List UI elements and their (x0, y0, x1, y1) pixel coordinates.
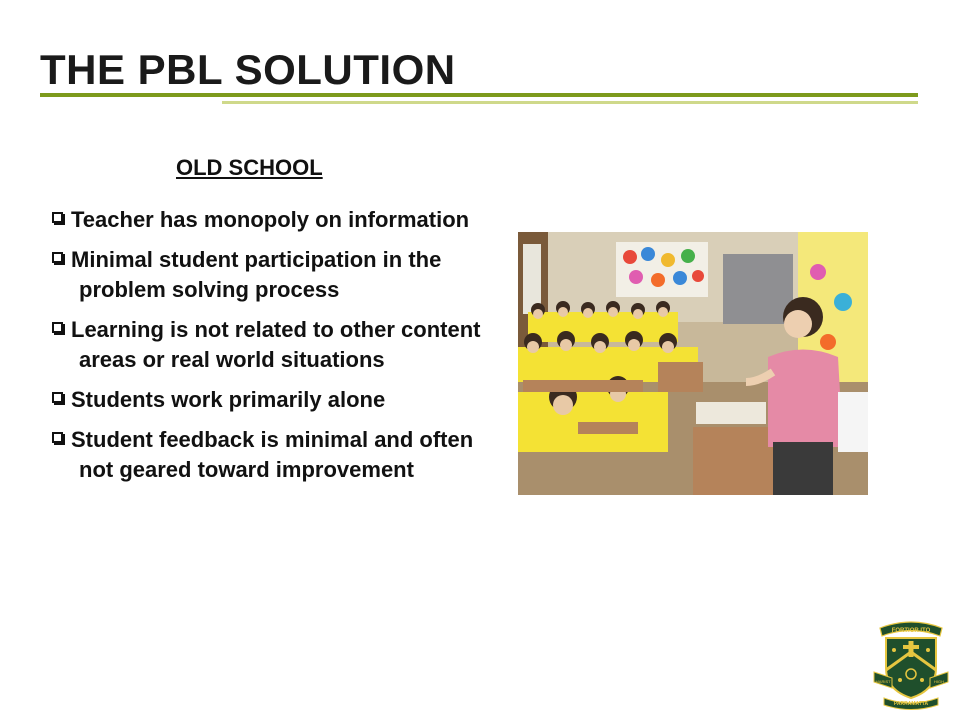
classroom-photo (518, 232, 868, 495)
bullet-text: Students work primarily alone (71, 387, 386, 412)
checkbox-bullet-icon (52, 432, 63, 443)
bullet-text: Teacher has monopoly on information (71, 207, 470, 232)
bullet-list (50, 205, 490, 495)
checkbox-bullet-icon (52, 212, 63, 223)
bullet-item (50, 205, 490, 235)
section-heading: OLD SCHOOL (176, 155, 323, 180)
svg-text:PARRAMATTA: PARRAMATTA (893, 701, 929, 707)
bullet-item (50, 425, 490, 485)
slide-title: THE PBL SOLUTION (40, 46, 456, 93)
svg-text:HIGH: HIGH (934, 679, 944, 684)
school-crest-icon (872, 612, 950, 710)
bullet-text: Student feedback is minimal and often not geared toward improvement (71, 427, 474, 482)
classroom-photo-icon (518, 232, 868, 495)
bullet-item (50, 315, 490, 375)
checkbox-bullet-icon (52, 252, 63, 263)
title-underline-accent (222, 101, 918, 104)
checkbox-bullet-icon (52, 392, 63, 403)
bullet-item (50, 385, 490, 415)
title-underline (40, 93, 918, 97)
bullet-item (50, 245, 490, 305)
svg-text:FORTIOR ITO: FORTIOR ITO (891, 628, 931, 634)
svg-text:MARIST: MARIST (875, 679, 891, 684)
bullet-text: Learning is not related to other content areas or real world situations (71, 317, 481, 372)
checkbox-bullet-icon (52, 322, 63, 333)
bullet-text: Minimal student participation in the problem solving process (71, 247, 442, 302)
school-crest (872, 612, 950, 710)
